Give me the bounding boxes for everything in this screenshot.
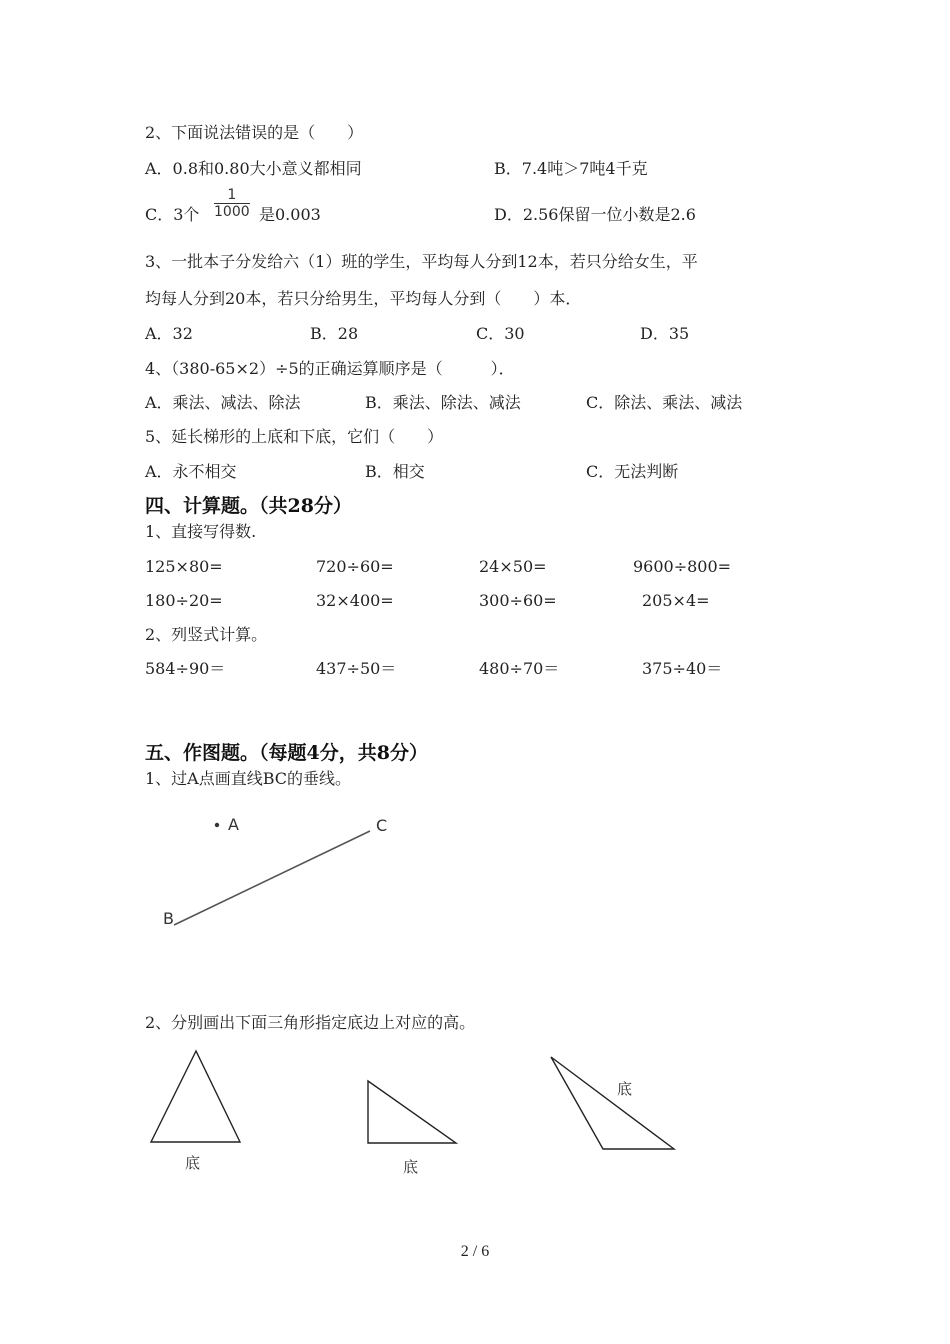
section4-q2-title: 2、列竖式计算。	[145, 625, 268, 644]
line-bc	[174, 831, 370, 925]
q4-option-a: A．乘法、减法、除法	[145, 393, 301, 412]
q5-option-c: C．无法判断	[586, 462, 679, 481]
base-label-triangle-3: 底	[617, 1080, 633, 1098]
calc-item: 300÷60=	[479, 591, 557, 610]
section5-title: 五、作图题。（每题4分，共8分）	[145, 742, 428, 764]
q3-option-a: A．32	[145, 324, 193, 343]
point-c-label: C	[376, 816, 388, 835]
page-number: 2 / 6	[460, 1243, 490, 1260]
triangle-right	[368, 1081, 456, 1143]
q4-stem: 4、（380-65×2）÷5的正确运算顺序是（ ）．	[145, 359, 515, 378]
section5-q1-title: 1、过A点画直线BC的垂线。	[145, 769, 352, 788]
q5-option-a: A．永不相交	[145, 462, 237, 481]
q2-stem: 2、下面说法错误的是（ ）	[145, 123, 364, 142]
q2-option-d: D．2.56保留一位小数是2.6	[494, 205, 696, 224]
calc-item: 24×50=	[479, 557, 547, 576]
q5-stem: 5、延长梯形的上底和下底，它们（ ）	[145, 427, 444, 446]
q2-option-a: A．0.8和0.80大小意义都相同	[145, 159, 362, 178]
point-a-label: A	[228, 815, 239, 834]
fraction-denominator: 1000	[214, 204, 250, 220]
fraction-numerator: 1	[214, 187, 250, 204]
vertical-calc-item: 375÷40＝	[642, 659, 723, 678]
point-b-label: B	[163, 909, 174, 928]
q2-option-c-prefix: C．3个	[145, 205, 200, 224]
q3-stem-line1: 3、一批本子分发给六（1）班的学生，平均每人分到12本，若只分给女生，平	[145, 252, 698, 271]
q3-option-b: B．28	[310, 324, 359, 343]
q3-option-d: D．35	[640, 324, 690, 343]
triangle-obtuse	[551, 1057, 674, 1149]
q3-stem-line2: 均每人分到20本，若只分给男生，平均每人分到（ ）本．	[145, 289, 582, 308]
calc-item: 125×80=	[145, 557, 223, 576]
calc-item: 180÷20=	[145, 591, 223, 610]
point-a-dot	[215, 823, 219, 827]
q3-option-c: C．30	[476, 324, 525, 343]
calc-item: 205×4=	[642, 591, 710, 610]
section4-q1-title: 1、直接写得数.	[145, 522, 257, 541]
section4-title: 四、计算题。（共28分）	[145, 495, 352, 517]
q4-option-b: B．乘法、除法、减法	[365, 393, 521, 412]
q2-option-c-suffix: 是0.003	[259, 205, 321, 224]
base-label-triangle-1: 底	[185, 1154, 201, 1172]
q4-option-c: C．除法、乘法、减法	[586, 393, 743, 412]
calc-item: 9600÷800=	[633, 557, 732, 576]
vertical-calc-item: 584÷90＝	[145, 659, 226, 678]
vertical-calc-item: 437÷50＝	[316, 659, 397, 678]
base-label-triangle-2: 底	[403, 1158, 419, 1176]
triangle-acute	[151, 1051, 240, 1142]
q5-option-b: B．相交	[365, 462, 425, 481]
calc-item: 32×400=	[316, 591, 394, 610]
q2-option-b: B．7.4吨＞7吨4千克	[494, 159, 648, 178]
section5-q2-title: 2、分别画出下面三角形指定底边上对应的高。	[145, 1013, 476, 1032]
calc-item: 720÷60=	[316, 557, 394, 576]
vertical-calc-item: 480÷70＝	[479, 659, 560, 678]
